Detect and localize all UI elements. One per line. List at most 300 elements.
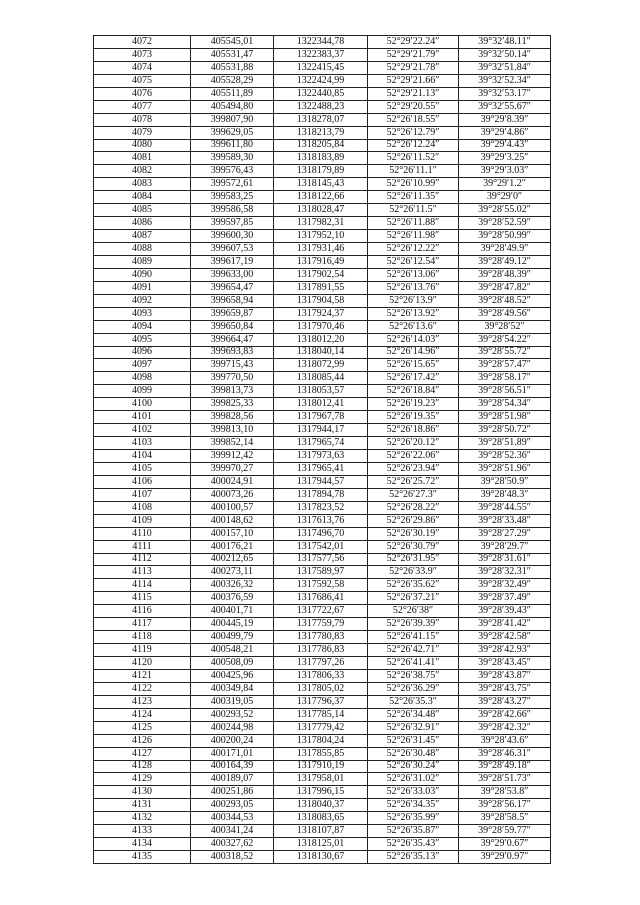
y-coordinate-cell: 1318040,37 [274, 799, 368, 812]
point-number-cell: 4130 [94, 786, 191, 799]
longitude-cell: 39°28′54.34″ [459, 398, 551, 411]
latitude-cell: 52°26′13.6″ [368, 320, 459, 333]
y-coordinate-cell: 1317805,02 [274, 682, 368, 695]
point-number-cell: 4095 [94, 333, 191, 346]
point-number-cell: 4133 [94, 825, 191, 838]
table-row [94, 165, 551, 178]
latitude-cell: 52°26′35.43″ [368, 838, 459, 851]
longitude-cell: 39°28′50.72″ [459, 424, 551, 437]
point-number-cell: 4112 [94, 553, 191, 566]
longitude-cell: 39°28′42.93″ [459, 644, 551, 657]
latitude-cell: 52°26′12.22″ [368, 243, 459, 256]
x-coordinate-cell: 399572,61 [191, 178, 274, 191]
y-coordinate-cell: 1318278,07 [274, 113, 368, 126]
table-row [94, 230, 551, 243]
longitude-cell: 39°28′51.73″ [459, 773, 551, 786]
x-coordinate-cell: 400293,05 [191, 799, 274, 812]
latitude-cell: 52°26′13.06″ [368, 268, 459, 281]
longitude-cell: 39°29′0.67″ [459, 838, 551, 851]
x-coordinate-cell: 399825,33 [191, 398, 274, 411]
longitude-cell: 39°28′54.22″ [459, 333, 551, 346]
table-row [94, 204, 551, 217]
point-number-cell: 4134 [94, 838, 191, 851]
longitude-cell: 39°28′49.18″ [459, 760, 551, 773]
y-coordinate-cell: 1317902,54 [274, 268, 368, 281]
longitude-cell: 39°29′0″ [459, 191, 551, 204]
latitude-cell: 52°26′29.86″ [368, 514, 459, 527]
longitude-cell: 39°28′51.89″ [459, 437, 551, 450]
longitude-cell: 39°28′42.58″ [459, 631, 551, 644]
point-number-cell: 4132 [94, 812, 191, 825]
longitude-cell: 39°28′42.32″ [459, 721, 551, 734]
point-number-cell: 4102 [94, 424, 191, 437]
y-coordinate-cell: 1317944,17 [274, 424, 368, 437]
latitude-cell: 52°26′20.12″ [368, 437, 459, 450]
table-row [94, 48, 551, 61]
x-coordinate-cell: 400341,24 [191, 825, 274, 838]
table-row [94, 669, 551, 682]
x-coordinate-cell: 400148,62 [191, 514, 274, 527]
y-coordinate-cell: 1317589,97 [274, 566, 368, 579]
table-row [94, 178, 551, 191]
x-coordinate-cell: 399617,19 [191, 255, 274, 268]
table-row [94, 540, 551, 553]
x-coordinate-cell: 400024,91 [191, 475, 274, 488]
latitude-cell: 52°26′33.03″ [368, 786, 459, 799]
latitude-cell: 52°26′19.23″ [368, 398, 459, 411]
point-number-cell: 4126 [94, 734, 191, 747]
longitude-cell: 39°28′42.66″ [459, 708, 551, 721]
x-coordinate-cell: 400425,96 [191, 669, 274, 682]
point-number-cell: 4100 [94, 398, 191, 411]
table-row [94, 217, 551, 230]
longitude-cell: 39°28′32.49″ [459, 579, 551, 592]
point-number-cell: 4089 [94, 255, 191, 268]
table-row [94, 682, 551, 695]
longitude-cell: 39°28′56.51″ [459, 385, 551, 398]
x-coordinate-cell: 400189,07 [191, 773, 274, 786]
y-coordinate-cell: 1317965,74 [274, 437, 368, 450]
latitude-cell: 52°26′17.42″ [368, 372, 459, 385]
point-number-cell: 4087 [94, 230, 191, 243]
longitude-cell: 39°32′51.84″ [459, 61, 551, 74]
latitude-cell: 52°26′11.35″ [368, 191, 459, 204]
latitude-cell: 52°26′41.41″ [368, 657, 459, 670]
x-coordinate-cell: 399633,00 [191, 268, 274, 281]
y-coordinate-cell: 1317931,46 [274, 243, 368, 256]
longitude-cell: 39°29′8.39″ [459, 113, 551, 126]
longitude-cell: 39°28′41.42″ [459, 618, 551, 631]
point-number-cell: 4086 [94, 217, 191, 230]
y-coordinate-cell: 1318085,44 [274, 372, 368, 385]
point-number-cell: 4074 [94, 61, 191, 74]
longitude-cell: 39°32′48.11″ [459, 36, 551, 49]
point-number-cell: 4078 [94, 113, 191, 126]
y-coordinate-cell: 1317952,10 [274, 230, 368, 243]
table-row [94, 734, 551, 747]
y-coordinate-cell: 1317924,37 [274, 307, 368, 320]
table-row [94, 514, 551, 527]
table-row [94, 773, 551, 786]
latitude-cell: 52°26′39.39″ [368, 618, 459, 631]
latitude-cell: 52°26′25.72″ [368, 475, 459, 488]
table-row [94, 747, 551, 760]
x-coordinate-cell: 399693,83 [191, 346, 274, 359]
latitude-cell: 52°26′27.3″ [368, 488, 459, 501]
table-row [94, 243, 551, 256]
longitude-cell: 39°28′43.45″ [459, 657, 551, 670]
table-row [94, 255, 551, 268]
y-coordinate-cell: 1317982,31 [274, 217, 368, 230]
latitude-cell: 52°26′35.13″ [368, 851, 459, 864]
point-number-cell: 4091 [94, 281, 191, 294]
point-number-cell: 4073 [94, 48, 191, 61]
point-number-cell: 4131 [94, 799, 191, 812]
y-coordinate-cell: 1317577,56 [274, 553, 368, 566]
x-coordinate-cell: 400349,84 [191, 682, 274, 695]
y-coordinate-cell: 1322383,37 [274, 48, 368, 61]
longitude-cell: 39°28′55.72″ [459, 346, 551, 359]
latitude-cell: 52°26′19.35″ [368, 411, 459, 424]
longitude-cell: 39°29′4.43″ [459, 139, 551, 152]
table-row [94, 825, 551, 838]
y-coordinate-cell: 1318053,57 [274, 385, 368, 398]
longitude-cell: 39°32′50.14″ [459, 48, 551, 61]
point-number-cell: 4108 [94, 501, 191, 514]
table-row [94, 411, 551, 424]
latitude-cell: 52°26′30.19″ [368, 527, 459, 540]
point-number-cell: 4081 [94, 152, 191, 165]
longitude-cell: 39°29′4.86″ [459, 126, 551, 139]
latitude-cell: 52°26′14.03″ [368, 333, 459, 346]
x-coordinate-cell: 400548,21 [191, 644, 274, 657]
point-number-cell: 4114 [94, 579, 191, 592]
latitude-cell: 52°26′15.65″ [368, 359, 459, 372]
coordinates-table [93, 35, 551, 864]
y-coordinate-cell: 1318122,66 [274, 191, 368, 204]
y-coordinate-cell: 1322440,85 [274, 87, 368, 100]
point-number-cell: 4121 [94, 669, 191, 682]
table-row [94, 36, 551, 49]
table-row [94, 695, 551, 708]
latitude-cell: 52°29′20.55″ [368, 100, 459, 113]
point-number-cell: 4099 [94, 385, 191, 398]
latitude-cell: 52°26′31.45″ [368, 734, 459, 747]
latitude-cell: 52°26′35.3″ [368, 695, 459, 708]
y-coordinate-cell: 1317592,58 [274, 579, 368, 592]
x-coordinate-cell: 400376,59 [191, 592, 274, 605]
y-coordinate-cell: 1317967,78 [274, 411, 368, 424]
x-coordinate-cell: 400244,98 [191, 721, 274, 734]
longitude-cell: 39°28′51.96″ [459, 462, 551, 475]
latitude-cell: 52°26′38.75″ [368, 669, 459, 682]
y-coordinate-cell: 1318130,67 [274, 851, 368, 864]
table-row [94, 786, 551, 799]
latitude-cell: 52°26′31.95″ [368, 553, 459, 566]
table-row [94, 721, 551, 734]
x-coordinate-cell: 399813,73 [191, 385, 274, 398]
x-coordinate-cell: 400445,19 [191, 618, 274, 631]
longitude-cell: 39°28′49.12″ [459, 255, 551, 268]
longitude-cell: 39°32′53.17″ [459, 87, 551, 100]
y-coordinate-cell: 1317910,19 [274, 760, 368, 773]
y-coordinate-cell: 1317496,70 [274, 527, 368, 540]
point-number-cell: 4122 [94, 682, 191, 695]
point-number-cell: 4103 [94, 437, 191, 450]
longitude-cell: 39°28′46.31″ [459, 747, 551, 760]
longitude-cell: 39°28′58.5″ [459, 812, 551, 825]
table-row [94, 385, 551, 398]
y-coordinate-cell: 1317686,41 [274, 592, 368, 605]
longitude-cell: 39°29′1.2″ [459, 178, 551, 191]
y-coordinate-cell: 1318072,99 [274, 359, 368, 372]
table-row [94, 708, 551, 721]
point-number-cell: 4085 [94, 204, 191, 217]
latitude-cell: 52°26′42.71″ [368, 644, 459, 657]
table-row [94, 424, 551, 437]
table-row [94, 372, 551, 385]
latitude-cell: 52°26′33.9″ [368, 566, 459, 579]
table-row [94, 812, 551, 825]
latitude-cell: 52°26′37.21″ [368, 592, 459, 605]
x-coordinate-cell: 399852,14 [191, 437, 274, 450]
y-coordinate-cell: 1318012,41 [274, 398, 368, 411]
latitude-cell: 52°26′11.88″ [368, 217, 459, 230]
point-number-cell: 4097 [94, 359, 191, 372]
latitude-cell: 52°26′35.99″ [368, 812, 459, 825]
longitude-cell: 39°28′37.49″ [459, 592, 551, 605]
x-coordinate-cell: 399659,87 [191, 307, 274, 320]
x-coordinate-cell: 400499,79 [191, 631, 274, 644]
table-row [94, 851, 551, 864]
x-coordinate-cell: 399586,58 [191, 204, 274, 217]
longitude-cell: 39°28′32.31″ [459, 566, 551, 579]
y-coordinate-cell: 1317804,24 [274, 734, 368, 747]
latitude-cell: 52°26′18.55″ [368, 113, 459, 126]
table-body [94, 36, 551, 864]
longitude-cell: 39°28′29.7″ [459, 540, 551, 553]
longitude-cell: 39°29′3.03″ [459, 165, 551, 178]
table-row [94, 475, 551, 488]
table-row [94, 268, 551, 281]
x-coordinate-cell: 400327,62 [191, 838, 274, 851]
longitude-cell: 39°28′57.47″ [459, 359, 551, 372]
y-coordinate-cell: 1318040,14 [274, 346, 368, 359]
x-coordinate-cell: 399583,25 [191, 191, 274, 204]
point-number-cell: 4119 [94, 644, 191, 657]
table-row [94, 113, 551, 126]
latitude-cell: 52°26′14.96″ [368, 346, 459, 359]
x-coordinate-cell: 400318,52 [191, 851, 274, 864]
y-coordinate-cell: 1318145,43 [274, 178, 368, 191]
table-row [94, 462, 551, 475]
table-row [94, 359, 551, 372]
longitude-cell: 39°28′48.52″ [459, 294, 551, 307]
x-coordinate-cell: 399813,10 [191, 424, 274, 437]
x-coordinate-cell: 399715,43 [191, 359, 274, 372]
table-row [94, 657, 551, 670]
table-row [94, 501, 551, 514]
longitude-cell: 39°28′48.3″ [459, 488, 551, 501]
x-coordinate-cell: 405545,01 [191, 36, 274, 49]
y-coordinate-cell: 1318205,84 [274, 139, 368, 152]
point-number-cell: 4076 [94, 87, 191, 100]
x-coordinate-cell: 399650,84 [191, 320, 274, 333]
point-number-cell: 4117 [94, 618, 191, 631]
y-coordinate-cell: 1317916,49 [274, 255, 368, 268]
longitude-cell: 39°28′58.17″ [459, 372, 551, 385]
y-coordinate-cell: 1317944,57 [274, 475, 368, 488]
latitude-cell: 52°26′13.92″ [368, 307, 459, 320]
y-coordinate-cell: 1318179,89 [274, 165, 368, 178]
latitude-cell: 52°26′30.48″ [368, 747, 459, 760]
table-row [94, 592, 551, 605]
x-coordinate-cell: 405528,29 [191, 74, 274, 87]
y-coordinate-cell: 1317542,01 [274, 540, 368, 553]
y-coordinate-cell: 1317722,67 [274, 605, 368, 618]
longitude-cell: 39°28′56.17″ [459, 799, 551, 812]
x-coordinate-cell: 400073,26 [191, 488, 274, 501]
y-coordinate-cell: 1318213,79 [274, 126, 368, 139]
longitude-cell: 39°28′43.75″ [459, 682, 551, 695]
latitude-cell: 52°26′32.91″ [368, 721, 459, 734]
y-coordinate-cell: 1317958,01 [274, 773, 368, 786]
x-coordinate-cell: 399970,27 [191, 462, 274, 475]
x-coordinate-cell: 399611,80 [191, 139, 274, 152]
point-number-cell: 4127 [94, 747, 191, 760]
y-coordinate-cell: 1322424,99 [274, 74, 368, 87]
point-number-cell: 4106 [94, 475, 191, 488]
table-row [94, 631, 551, 644]
latitude-cell: 52°26′11.52″ [368, 152, 459, 165]
point-number-cell: 4072 [94, 36, 191, 49]
y-coordinate-cell: 1317891,55 [274, 281, 368, 294]
table-row [94, 437, 551, 450]
point-number-cell: 4096 [94, 346, 191, 359]
point-number-cell: 4092 [94, 294, 191, 307]
longitude-cell: 39°32′52.34″ [459, 74, 551, 87]
latitude-cell: 52°26′34.48″ [368, 708, 459, 721]
y-coordinate-cell: 1318125,01 [274, 838, 368, 851]
point-number-cell: 4135 [94, 851, 191, 864]
longitude-cell: 39°28′48.39″ [459, 268, 551, 281]
table-row [94, 398, 551, 411]
table-row [94, 579, 551, 592]
latitude-cell: 52°26′18.86″ [368, 424, 459, 437]
y-coordinate-cell: 1317855,85 [274, 747, 368, 760]
y-coordinate-cell: 1317806,33 [274, 669, 368, 682]
table-row [94, 488, 551, 501]
y-coordinate-cell: 1317786,83 [274, 644, 368, 657]
longitude-cell: 39°29′0.97″ [459, 851, 551, 864]
x-coordinate-cell: 399597,85 [191, 217, 274, 230]
x-coordinate-cell: 399607,53 [191, 243, 274, 256]
table-row [94, 139, 551, 152]
x-coordinate-cell: 400326,32 [191, 579, 274, 592]
longitude-cell: 39°28′53.8″ [459, 786, 551, 799]
latitude-cell: 52°26′30.24″ [368, 760, 459, 773]
point-number-cell: 4101 [94, 411, 191, 424]
latitude-cell: 52°26′11.98″ [368, 230, 459, 243]
latitude-cell: 52°29′21.78″ [368, 61, 459, 74]
table-row [94, 307, 551, 320]
latitude-cell: 52°26′18.84″ [368, 385, 459, 398]
x-coordinate-cell: 405531,47 [191, 48, 274, 61]
table-row [94, 644, 551, 657]
latitude-cell: 52°26′22.06″ [368, 450, 459, 463]
point-number-cell: 4083 [94, 178, 191, 191]
x-coordinate-cell: 400171,01 [191, 747, 274, 760]
y-coordinate-cell: 1317780,83 [274, 631, 368, 644]
x-coordinate-cell: 405511,89 [191, 87, 274, 100]
y-coordinate-cell: 1317996,15 [274, 786, 368, 799]
point-number-cell: 4080 [94, 139, 191, 152]
table-row [94, 527, 551, 540]
y-coordinate-cell: 1317894,78 [274, 488, 368, 501]
table-row [94, 100, 551, 113]
x-coordinate-cell: 400508,09 [191, 657, 274, 670]
point-number-cell: 4104 [94, 450, 191, 463]
table-row [94, 87, 551, 100]
x-coordinate-cell: 399589,30 [191, 152, 274, 165]
point-number-cell: 4088 [94, 243, 191, 256]
y-coordinate-cell: 1317613,76 [274, 514, 368, 527]
x-coordinate-cell: 400157,10 [191, 527, 274, 540]
table-row [94, 618, 551, 631]
longitude-cell: 39°28′31.61″ [459, 553, 551, 566]
x-coordinate-cell: 400164,39 [191, 760, 274, 773]
longitude-cell: 39°32′55.67″ [459, 100, 551, 113]
table-row [94, 191, 551, 204]
latitude-cell: 52°26′13.9″ [368, 294, 459, 307]
point-number-cell: 4075 [94, 74, 191, 87]
y-coordinate-cell: 1317970,46 [274, 320, 368, 333]
longitude-cell: 39°28′51.98″ [459, 411, 551, 424]
latitude-cell: 52°26′36.29″ [368, 682, 459, 695]
point-number-cell: 4079 [94, 126, 191, 139]
x-coordinate-cell: 400401,71 [191, 605, 274, 618]
longitude-cell: 39°28′43.87″ [459, 669, 551, 682]
latitude-cell: 52°29′22.24″ [368, 36, 459, 49]
table-row [94, 553, 551, 566]
y-coordinate-cell: 1322415,45 [274, 61, 368, 74]
x-coordinate-cell: 400200,24 [191, 734, 274, 747]
table-row [94, 333, 551, 346]
table-row [94, 294, 551, 307]
table-row [94, 61, 551, 74]
longitude-cell: 39°28′52″ [459, 320, 551, 333]
point-number-cell: 4129 [94, 773, 191, 786]
latitude-cell: 52°26′41.15″ [368, 631, 459, 644]
y-coordinate-cell: 1322488,23 [274, 100, 368, 113]
x-coordinate-cell: 400319,05 [191, 695, 274, 708]
longitude-cell: 39°28′55.02″ [459, 204, 551, 217]
y-coordinate-cell: 1318083,65 [274, 812, 368, 825]
latitude-cell: 52°26′11.5″ [368, 204, 459, 217]
point-number-cell: 4109 [94, 514, 191, 527]
x-coordinate-cell: 399600,30 [191, 230, 274, 243]
point-number-cell: 4123 [94, 695, 191, 708]
point-number-cell: 4082 [94, 165, 191, 178]
longitude-cell: 39°28′44.55″ [459, 501, 551, 514]
x-coordinate-cell: 399658,94 [191, 294, 274, 307]
latitude-cell: 52°26′12.24″ [368, 139, 459, 152]
point-number-cell: 4125 [94, 721, 191, 734]
table-row [94, 320, 551, 333]
latitude-cell: 52°26′28.22″ [368, 501, 459, 514]
x-coordinate-cell: 400293,52 [191, 708, 274, 721]
longitude-cell: 39°28′39.43″ [459, 605, 551, 618]
